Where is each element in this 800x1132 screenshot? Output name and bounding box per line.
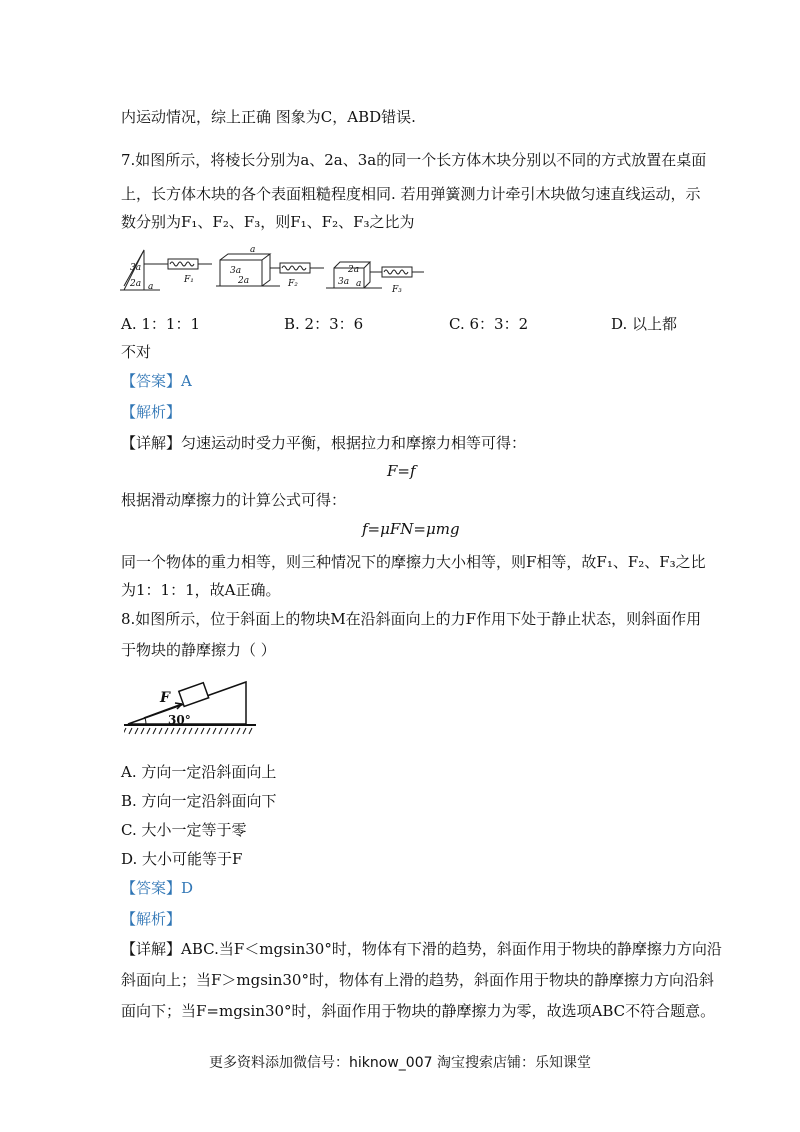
option-b: B. 方向一定沿斜面向下 bbox=[121, 792, 277, 810]
fig7-label: 3a bbox=[338, 277, 350, 287]
fig7-label: 3a bbox=[230, 266, 242, 276]
force-label: F bbox=[160, 690, 170, 706]
option-a: A. 方向一定沿斜面向上 bbox=[121, 763, 277, 781]
fig7-label: 2a bbox=[130, 279, 142, 289]
option-d: D. 大小可能等于F bbox=[121, 850, 243, 868]
option-d: D. 以上都 bbox=[611, 315, 678, 333]
option-c: C. 大小一定等于零 bbox=[121, 821, 247, 839]
question-8-line: 8.如图所示，位于斜面上的物块M在沿斜面向上的力F作用下处于静止状态，则斜面作用 bbox=[121, 610, 702, 628]
fig7-label: a bbox=[148, 282, 154, 292]
fig7-label: 2a bbox=[348, 265, 360, 275]
option-a: A. 1：1：1 bbox=[121, 315, 200, 333]
figure-8-incline bbox=[124, 672, 264, 738]
equation: F=f bbox=[387, 462, 416, 480]
fig7-force-label: F₂ bbox=[288, 279, 298, 289]
fig7-force-label: F₃ bbox=[392, 285, 402, 295]
fig7-force-label: F₁ bbox=[184, 275, 194, 285]
footer-text: 更多资料添加微信号：hiknow_007 淘宝搜索店铺：乐知课堂 bbox=[209, 1055, 591, 1071]
detail-line: 根据滑动摩擦力的计算公式可得： bbox=[121, 491, 347, 509]
detail-line: 【详解】匀速运动时受力平衡，根据拉力和摩擦力相等可得： bbox=[121, 434, 527, 452]
text-line: 不对 bbox=[121, 343, 152, 361]
question-7-line: 7.如图所示，将棱长分别为a、2a、3a的同一个长方体木块分别以不同的方式放置在桌面 bbox=[121, 151, 707, 169]
fig7-label: a bbox=[356, 279, 362, 289]
option-c: C. 6：3：2 bbox=[449, 315, 529, 333]
question-7-line: 上，长方体木块的各个表面粗糙程度相同. 若用弹簧测力计牵引木块做匀速直线运动，示 bbox=[121, 185, 701, 203]
question-7-line: 数分别为F₁、F₂、F₃，则F₁、F₂、F₃之比为 bbox=[121, 213, 415, 231]
detail-line: 为1：1：1，故A正确。 bbox=[121, 581, 281, 599]
answer-label: 【答案】D bbox=[121, 879, 194, 897]
answer-label: 【答案】A bbox=[121, 372, 192, 390]
angle-label: 30° bbox=[168, 713, 191, 727]
text-line: 内运动情况，综上正确 图象为C，ABD错误. bbox=[121, 108, 416, 126]
fig7-label: 2a bbox=[238, 276, 250, 286]
figure-7-blocks bbox=[120, 242, 430, 298]
question-8-line: 于物块的静摩擦力（ ） bbox=[121, 641, 276, 659]
detail-line: 同一个物体的重力相等，则三种情况下的摩擦力大小相等，则F相等，故F₁、F₂、F₃之比 bbox=[121, 553, 706, 571]
analysis-label: 【解析】 bbox=[121, 910, 182, 928]
analysis-label: 【解析】 bbox=[121, 403, 182, 421]
equation: f=μFN=μmg bbox=[362, 520, 460, 538]
fig7-label: 3a bbox=[130, 263, 142, 273]
option-b: B. 2：3：6 bbox=[284, 315, 364, 333]
detail-line: 面向下；当F=mgsin30°时，斜面作用于物块的静摩擦力为零，故选项ABC不符合题意。 bbox=[121, 1002, 716, 1020]
detail-line: 斜面向上；当F＞mgsin30°时，物体有上滑的趋势，斜面作用于物块的静摩擦力方向沿斜 bbox=[121, 971, 714, 989]
fig7-label: a bbox=[250, 245, 256, 255]
detail-line: 【详解】ABC.当F＜mgsin30°时，物体有下滑的趋势，斜面作用于物块的静摩擦力方向沿 bbox=[121, 940, 722, 958]
